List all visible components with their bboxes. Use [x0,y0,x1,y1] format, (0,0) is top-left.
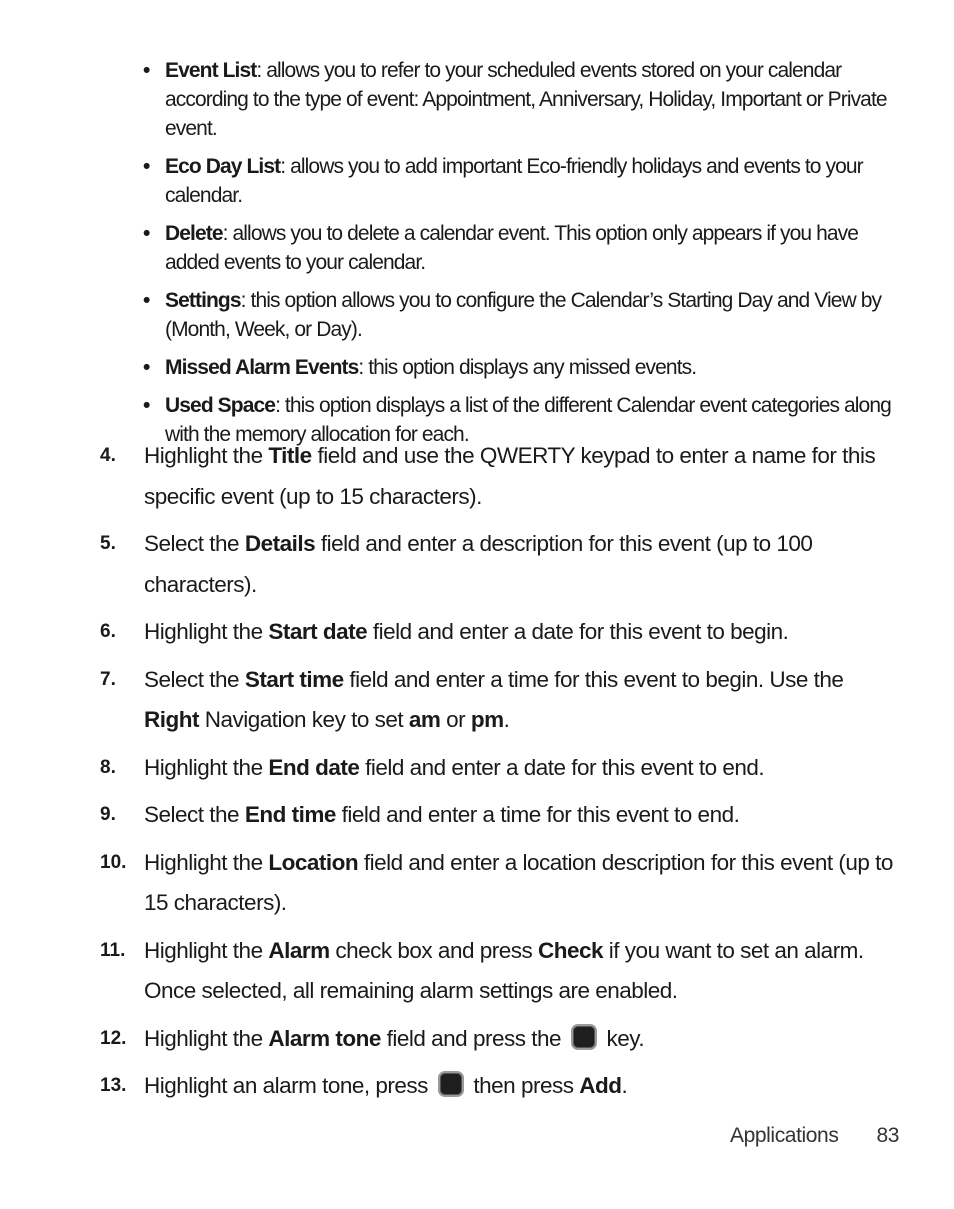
footer-section-name: Applications [730,1124,839,1147]
bullet-item [143,286,903,344]
bullet-term: Used Space [165,394,276,417]
bullet-item [143,56,903,143]
step-text: Highlight the [144,443,269,468]
bullet-dot: • [143,394,150,417]
step-text: field and enter a date for this event to begin. [367,619,789,644]
step-text: check box and press [329,937,538,963]
numbered-step-list [100,436,900,1114]
step-keyword: am [408,707,441,732]
bullet-term: Missed Alarm Events [165,356,359,379]
step-keyword: Check [538,937,604,963]
bullet-term: Event List [165,59,257,82]
bullet-dot: • [143,59,150,82]
step-text: Highlight an alarm tone, press [144,1073,434,1098]
step-keyword: Right [144,707,199,732]
step-item [100,1019,900,1060]
step-number: 11. [100,939,126,961]
step-text: field and enter a location description for this event (up to 15 characters). [144,849,893,915]
step-text: Highlight the [144,754,269,780]
bullet-description: : this option allows you to configure the Calendar’s Starting Day and View by (Month, Week, or Day). [165,289,882,341]
bullet-dot: • [143,155,150,178]
step-keyword: Alarm tone [268,1025,381,1051]
bullet-item [143,152,903,210]
bullet-description: : this option displays a list of the different Calendar event categories along with the memory allocation for each. [165,394,891,446]
step-keyword: Alarm [268,937,330,963]
step-keyword: Location [268,849,359,875]
step-text: field and enter a time for this event to begin. Use the [343,666,844,692]
step-text: Navigation key to set [198,707,409,732]
bullet-item [143,219,903,277]
page-number: 83 [876,1124,899,1147]
bullet-description: : allows you to delete a calendar event. This option only appears if you have added events to your calendar. [165,222,859,274]
step-keyword: Title [268,443,312,468]
bullet-description: : allows you to add important Eco-friendly holidays and events to your calendar. [165,155,863,207]
step-number: 9. [100,804,116,825]
step-item [100,931,900,1012]
step-text: or [440,707,471,732]
step-number: 10. [100,851,127,873]
step-text: if you want to set an alarm. Once selected, all remaining alarm settings are enabled. [144,937,864,1003]
step-item [100,795,900,836]
step-number: 8. [100,756,116,778]
step-text: field and enter a time for this event to end. [335,802,740,827]
step-text: . [621,1073,628,1098]
step-text: Highlight the [144,849,269,875]
bullet-description: : allows you to refer to your scheduled events stored on your calendar according to the type of event: Appointment, Anniversary, Holiday, Important or Private event. [165,59,887,140]
step-item [100,524,900,605]
bullet-term: Delete [165,222,223,245]
bullet-dot: • [143,222,150,245]
step-keyword: Start time [244,666,344,692]
step-text: Highlight the [144,937,269,963]
step-keyword: End time [244,802,336,827]
step-text: field and press the [380,1025,567,1051]
step-keyword: pm [470,707,504,732]
step-item [100,1066,900,1107]
step-text: Select the [144,802,245,827]
step-number: 4. [100,445,116,466]
step-item [100,612,900,653]
step-keyword: End date [268,754,360,780]
step-text: then press [467,1073,580,1098]
step-keyword: Add [579,1073,622,1098]
step-item [100,748,900,789]
step-text: key. [600,1025,645,1051]
step-text: field and enter a description for this event (up to 100 characters). [144,531,813,597]
step-item [100,436,900,517]
step-number: 13. [100,1075,127,1096]
step-keyword: Start date [268,619,368,644]
step-text: field and enter a date for this event to end. [359,754,765,780]
step-keyword: Details [244,531,316,556]
step-text: Select the [144,666,245,692]
bullet-term: Settings [165,289,241,312]
step-item [100,843,900,924]
step-number: 6. [100,621,116,642]
step-number: 7. [100,668,116,690]
bullet-item [143,353,903,382]
step-text: field and use the QWERTY keypad to enter a name for this specific event (up to 15 characters). [144,443,876,509]
select-key-icon [438,1071,464,1097]
step-number: 12. [100,1027,127,1049]
step-text: Highlight the [144,619,269,644]
bullet-term: Eco Day List [165,155,281,178]
step-text: . [503,707,510,732]
step-text: Highlight the [144,1025,269,1051]
step-number: 5. [100,533,116,554]
step-item [100,660,900,741]
bullet-dot: • [143,356,150,379]
page-footer [730,1124,899,1148]
step-text: Select the [144,531,245,556]
option-bullet-list [143,56,903,458]
select-key-icon [571,1024,597,1050]
bullet-dot: • [143,289,150,312]
bullet-description: : this option displays any missed events. [358,356,697,379]
